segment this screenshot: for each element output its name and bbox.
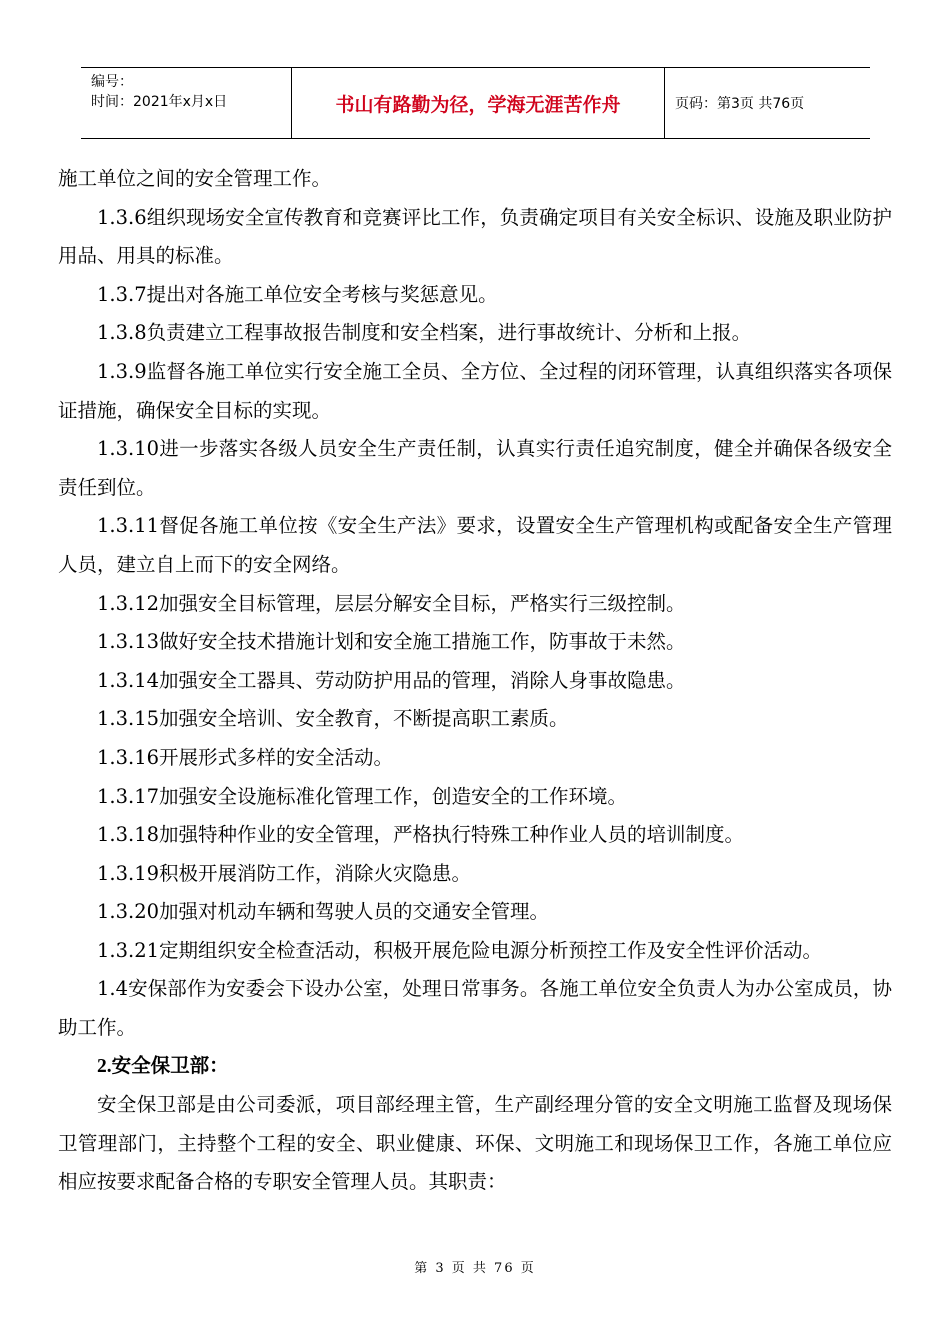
paragraph: 1.3.8负责建立工程事故报告制度和安全档案，进行事故统计、分析和上报。 xyxy=(97,321,752,345)
paragraph: 1.3.18加强特种作业的安全管理，严格执行特殊工种作业人员的培训制度。 xyxy=(97,823,745,847)
paragraph: 1.3.21定期组织安全检查活动，积极开展危险电源分析预控工作及安全性评价活动。 xyxy=(97,938,823,962)
paragraph: 1.3.6组织现场安全宣传教育和竞赛评比工作，负责确定项目有关安全标识、设施及职业防护用品、用具的标准。 xyxy=(58,205,892,268)
paragraph: 安全保卫部是由公司委派，项目部经理主管，生产副经理分管的安全文明施工监督及现场保卫管理部门，主持整个工程的安全、职业健康、环保、文明施工和现场保卫工作，各施工单位应相应按要求配备合格的专职安全管理人员。其职责： xyxy=(58,1093,892,1194)
paragraph: 1.3.17加强安全设施标准化管理工作，创造安全的工作环境。 xyxy=(97,784,628,808)
paragraph: 1.3.19积极开展消防工作，消除火灾隐患。 xyxy=(97,861,472,885)
document-body xyxy=(58,160,892,1202)
paragraph: 1.3.14加强安全工器具、劳动防护用品的管理，消除人身事故隐患。 xyxy=(97,668,686,692)
paragraph: 1.3.7提出对各施工单位安全考核与奖惩意见。 xyxy=(97,282,498,306)
paragraph: 1.3.9监督各施工单位实行安全施工全员、全方位、全过程的闭环管理，认真组织落实各项保证措施，确保安全目标的实现。 xyxy=(58,359,892,422)
header-motto: 书山有路勤为径，学海无涯苦作舟 xyxy=(292,68,665,138)
paragraph: 1.3.12加强安全目标管理，层层分解安全目标，严格实行三级控制。 xyxy=(97,591,686,615)
paragraph: 1.3.10进一步落实各级人员安全生产责任制，认真实行责任追究制度，健全并确保各级安全责任到位。 xyxy=(58,437,892,499)
header-table xyxy=(81,67,870,139)
document-date: 时间：2021年x月x日 xyxy=(91,94,228,110)
paragraph: 施工单位之间的安全管理工作。 xyxy=(58,167,332,190)
header-page-number: 页码：第3页 共76页 xyxy=(675,96,805,112)
paragraph: 1.3.11督促各施工单位按《安全生产法》要求，设置安全生产管理机构或配备安全生产管理人员，建立自上而下的安全网络。 xyxy=(58,514,892,576)
paragraph: 1.3.13做好安全技术措施计划和安全施工措施工作，防事故于未然。 xyxy=(97,630,686,654)
section-heading: 2.安全保卫部： xyxy=(97,1055,229,1077)
page-footer: 第 3 页 共 76 页 xyxy=(414,1261,536,1276)
paragraph: 1.3.16开展形式多样的安全活动。 xyxy=(97,745,394,769)
paragraph: 1.3.20加强对机动车辆和驾驶人员的交通安全管理。 xyxy=(97,900,550,924)
paragraph: 1.3.15加强安全培训、安全教育，不断提高职工素质。 xyxy=(97,707,569,731)
document-number-label: 编号： xyxy=(91,74,133,90)
header-left-cell xyxy=(81,68,292,138)
paragraph: 1.4安保部作为安委会下设办公室，处理日常事务。各施工单位安全负责人为办公室成员，协助工作。 xyxy=(58,977,892,1040)
